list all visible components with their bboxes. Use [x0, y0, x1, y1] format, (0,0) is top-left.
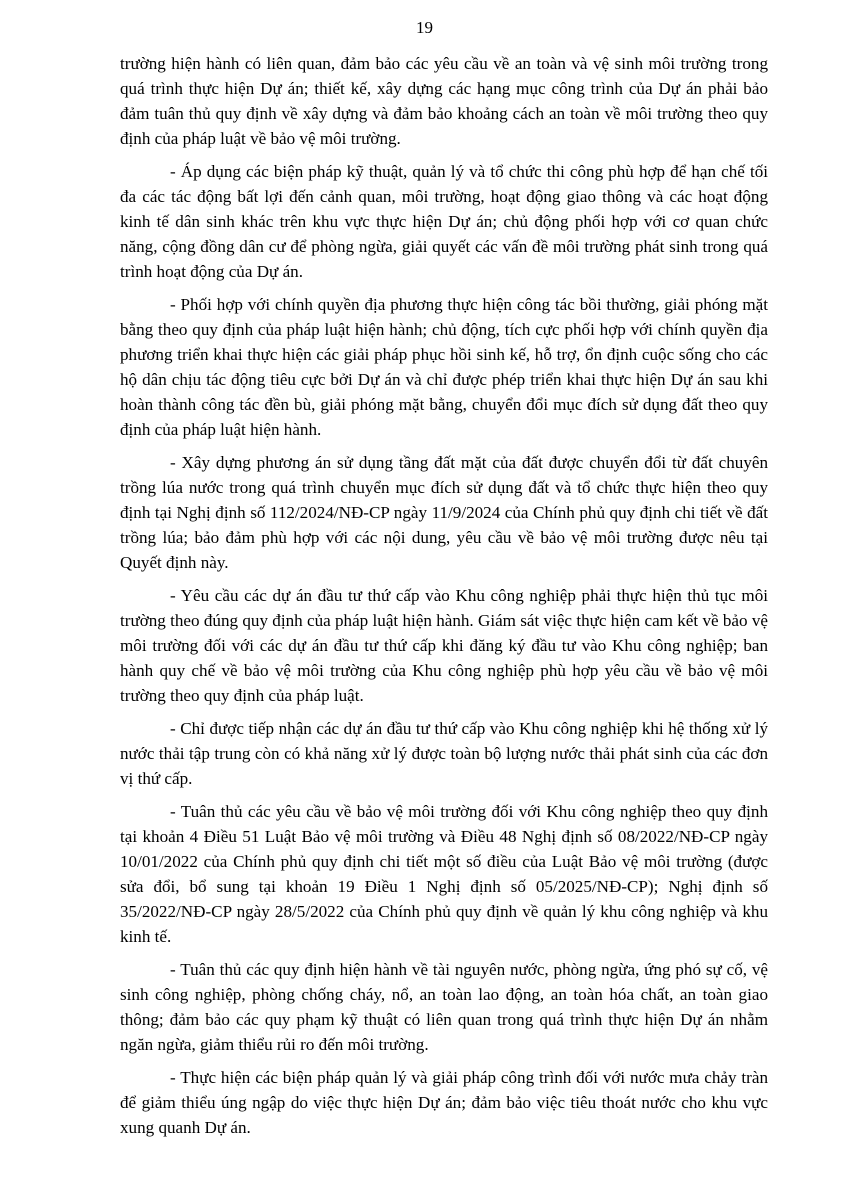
paragraph-secondary-projects: - Yêu cầu các dự án đầu tư thứ cấp vào Khu công nghiệp phải thực hiện thủ tục môi trường theo đúng quy định của pháp luật hiện hành. Giám sát việc thực hiện cam kết về bảo vệ môi trường đối với các dự án đầu tư thứ cấp khi đăng ký đầu tư vào Khu công nghiệp; ban hành quy chế về bảo vệ môi trường của Khu công nghiệp phù hợp yêu cầu về bảo vệ môi trường theo quy định của pháp luật. [120, 586, 768, 705]
paragraph-topsoil-plan: - Xây dựng phương án sử dụng tầng đất mặt của đất được chuyển đổi từ đất chuyên trồng lúa nước trong quá trình chuyển mục đích sử dụng đất và tổ chức thực hiện theo quy định tại Nghị định số 112/2024/NĐ-CP ngày 11/9/2024 của Chính phủ quy định chi tiết về đất trồng lúa; bảo đảm phù hợp với các nội dung, yêu cầu về bảo vệ môi trường được nêu tại Quyết định này. [120, 453, 768, 572]
paragraph-stormwater-runoff: - Thực hiện các biện pháp quản lý và giải pháp công trình đối với nước mưa chảy tràn để giảm thiểu úng ngập do việc thực hiện Dự án; đảm bảo việc tiêu thoát nước cho khu vực xung quanh Dự án. [120, 1068, 768, 1137]
paragraph-safety-regulations: - Tuân thủ các quy định hiện hành về tài nguyên nước, phòng ngừa, ứng phó sự cố, vệ sinh công nghiệp, phòng chống cháy, nổ, an toàn lao động, an toàn hóa chất, an toàn giao thông; đảm bảo các quy phạm kỹ thuật có liên quan trong quá trình thực hiện Dự án nhằm ngăn ngừa, giảm thiểu rủi ro đến môi trường. [120, 960, 768, 1054]
paragraph-wastewater-capacity: - Chỉ được tiếp nhận các dự án đầu tư thứ cấp vào Khu công nghiệp khi hệ thống xử lý nước thải tập trung còn có khả năng xử lý được toàn bộ lượng nước thải phát sinh của các đơn vị thứ cấp. [120, 719, 768, 788]
paragraph-industrial-zone-requirements: - Tuân thủ các yêu cầu về bảo vệ môi trường đối với Khu công nghiệp theo quy định tại khoản 4 Điều 51 Luật Bảo vệ môi trường và Điều 48 Nghị định số 08/2022/NĐ-CP ngày 10/01/2022 của Chính phủ quy định chi tiết một số điều của Luật Bảo vệ môi trường (được sửa đổi, bổ sung tại khoản 19 Điều 1 Nghị định số 05/2025/NĐ-CP); Nghị định số 35/2022/NĐ-CP ngày 28/5/2022 của Chính phủ quy định về quản lý khu công nghiệp và khu kinh tế. [120, 802, 768, 946]
paragraph-construction-measures: - Áp dụng các biện pháp kỹ thuật, quản lý và tổ chức thi công phù hợp để hạn chế tối đa các tác động bất lợi đến cảnh quan, môi trường, hoạt động giao thông và các hoạt động kinh tế dân sinh khác trên khu vực thực hiện Dự án; chủ động phối hợp với cơ quan chức năng, cộng đồng dân cư để phòng ngừa, giải quyết các vấn đề môi trường phát sinh trong quá trình hoạt động của Dự án. [120, 162, 768, 281]
paragraph-continuation: trường hiện hành có liên quan, đảm bảo các yêu cầu về an toàn và vệ sinh môi trường trong quá trình thực hiện Dự án; thiết kế, xây dựng các hạng mục công trình của Dự án phải bảo đảm tuân thủ quy định về xây dựng và đảm bảo khoảng cách an toàn về môi trường theo quy định của pháp luật về bảo vệ môi trường. [120, 54, 768, 148]
page-number: 19 [416, 18, 433, 37]
paragraph-compensation-clearance: - Phối hợp với chính quyền địa phương thực hiện công tác bồi thường, giải phóng mặt bằng theo quy định của pháp luật hiện hành; chủ động, tích cực phối hợp với chính quyền địa phương triển khai thực hiện các giải pháp phục hồi sinh kế, hỗ trợ, ổn định cuộc sống cho các hộ dân chịu tác động tiêu cực bởi Dự án và chỉ được phép triển khai thực hiện Dự án sau khi hoàn thành công tác đền bù, giải phóng mặt bằng, chuyển đổi mục đích sử dụng đất theo quy định của pháp luật hiện hành. [120, 295, 768, 439]
document-body [120, 51, 768, 1148]
